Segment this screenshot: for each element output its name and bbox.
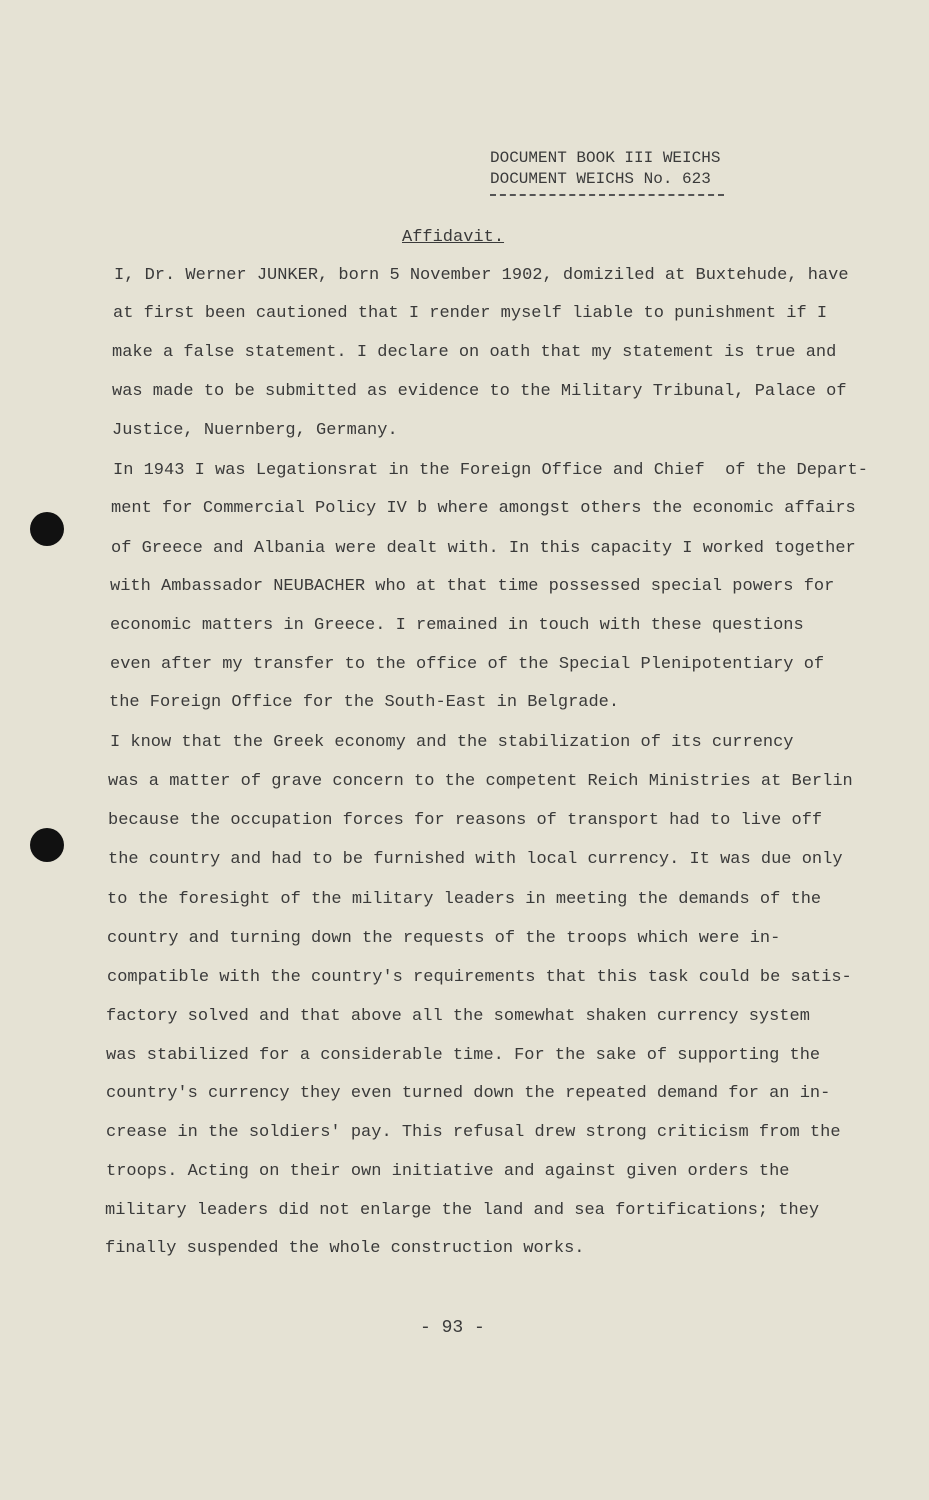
text-line: was a matter of grave concern to the competent Reich Ministries at Berlin bbox=[108, 772, 853, 791]
text-line: was stabilized for a considerable time. For the sake of supporting the bbox=[106, 1046, 821, 1065]
text-line: crease in the soldiers' pay. This refusal drew strong criticism from the bbox=[106, 1123, 841, 1142]
punch-hole bbox=[30, 828, 64, 862]
document-title: Affidavit. bbox=[402, 228, 505, 247]
text-line: because the occupation forces for reasons of transport had to live off bbox=[108, 811, 823, 830]
text-line: finally suspended the whole construction works. bbox=[105, 1239, 585, 1258]
text-line: of Greece and Albania were dealt with. In this capacity I worked together bbox=[111, 539, 856, 558]
text-line: the country and had to be furnished with local currency. It was due only bbox=[108, 850, 843, 869]
text-line: troops. Acting on their own initiative and against given orders the bbox=[106, 1162, 790, 1181]
text-line: make a false statement. I declare on oath that my statement is true and bbox=[112, 343, 837, 362]
header-line-2: DOCUMENT WEICHS No. 623 bbox=[490, 170, 711, 188]
text-line: even after my transfer to the office of the Special Plenipotentiary of bbox=[110, 655, 825, 674]
text-line: the Foreign Office for the South-East in Belgrade. bbox=[109, 693, 620, 712]
punch-hole bbox=[30, 512, 64, 546]
text-line: factory solved and that above all the somewhat shaken currency system bbox=[106, 1007, 810, 1026]
text-line: country and turning down the requests of the troops which were in- bbox=[107, 929, 781, 948]
document-header bbox=[490, 148, 720, 190]
page-number: - 93 - bbox=[420, 1318, 485, 1338]
text-line: country's currency they even turned down the repeated demand for an in- bbox=[106, 1084, 831, 1103]
text-line: at first been cautioned that I render myself liable to punishment if I bbox=[113, 304, 828, 323]
header-rule bbox=[490, 194, 724, 196]
text-line: Justice, Nuernberg, Germany. bbox=[112, 421, 398, 440]
text-line: I, Dr. Werner JUNKER, born 5 November 1902, domiziled at Buxtehude, have bbox=[114, 266, 849, 285]
header-line-1: DOCUMENT BOOK III WEICHS bbox=[490, 149, 721, 167]
text-line: military leaders did not enlarge the land and sea fortifications; they bbox=[105, 1201, 820, 1220]
text-line: economic matters in Greece. I remained in touch with these questions bbox=[110, 616, 804, 635]
text-line: I know that the Greek economy and the stabilization of its currency bbox=[110, 733, 794, 752]
text-line: ment for Commercial Policy IV b where amongst others the economic affairs bbox=[111, 499, 856, 518]
text-line: with Ambassador NEUBACHER who at that time possessed special powers for bbox=[110, 577, 835, 596]
text-line: In 1943 I was Legationsrat in the Foreign Office and Chief of the Depart- bbox=[113, 461, 868, 480]
text-line: compatible with the country's requirements that this task could be satis- bbox=[107, 968, 852, 987]
text-line: to the foresight of the military leaders in meeting the demands of the bbox=[107, 890, 822, 909]
text-line: was made to be submitted as evidence to the Military Tribunal, Palace of bbox=[112, 382, 847, 401]
